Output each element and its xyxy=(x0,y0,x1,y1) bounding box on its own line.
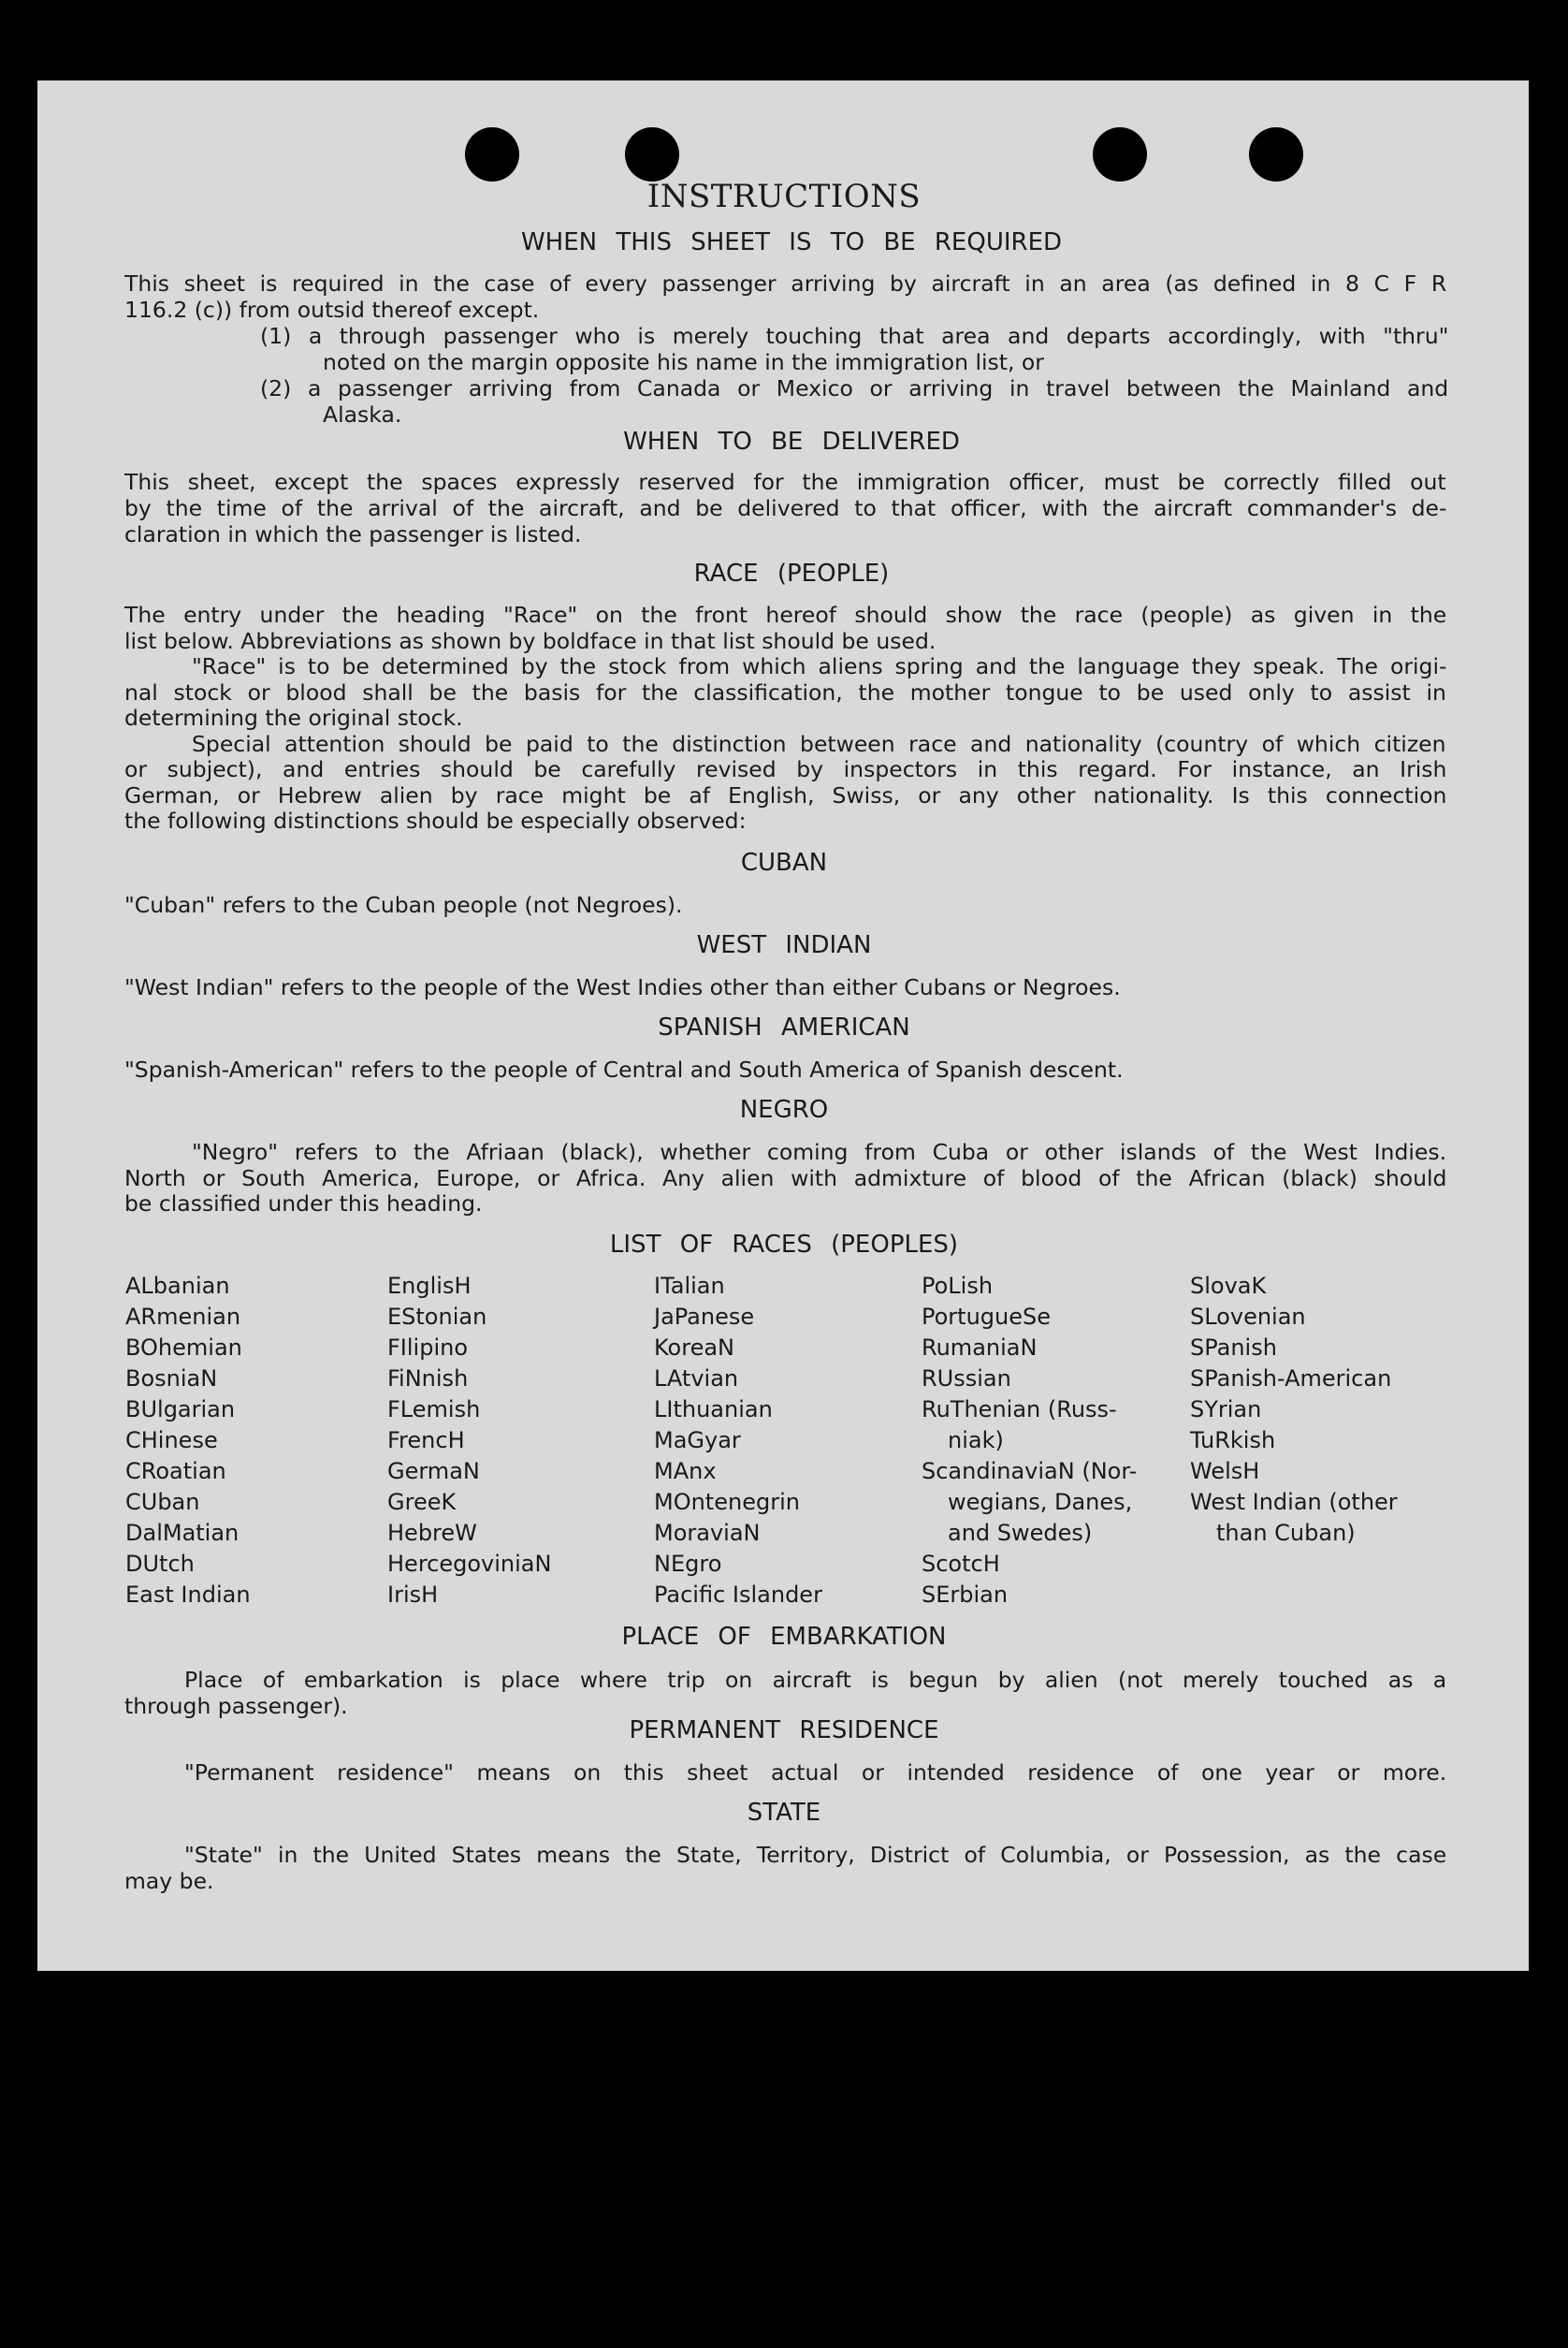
race-entry: East Indian xyxy=(125,1582,251,1608)
race-entry: SPanish xyxy=(1190,1334,1277,1361)
race-entry: PoLish xyxy=(922,1273,994,1299)
race-entry: SPanish-American xyxy=(1190,1365,1392,1392)
race-entry: MOntenegrin xyxy=(654,1489,800,1515)
race-entry: HercegoviniaN xyxy=(387,1551,552,1577)
race-entry: BOhemian xyxy=(125,1334,242,1361)
race-entry: DUtch xyxy=(125,1551,195,1577)
exception-2-cont: Alaska. xyxy=(323,401,402,428)
heading-race: RACE (PEOPLE) xyxy=(693,560,890,588)
paragraph-residence: "Permanent residence" means on this sheet actual or intended residence of one year or more. xyxy=(184,1759,1447,1786)
heading-required: WHEN THIS SHEET IS TO BE REQUIRED xyxy=(520,228,1063,256)
race-entry: EnglisH xyxy=(387,1273,472,1299)
race-entry: WelsH xyxy=(1190,1458,1260,1484)
race-entry: PortugueSe xyxy=(922,1304,1051,1330)
race-entry: KoreaN xyxy=(654,1334,734,1361)
punch-hole xyxy=(1093,127,1147,182)
race-entry: LIthuanian xyxy=(654,1396,773,1422)
heading-state: STATE xyxy=(747,1799,821,1827)
paragraph-delivered: This sheet, except the spaces expressly reserved for the immigration officer, must be correctly filled out xyxy=(124,469,1446,495)
race-entry: DalMatian xyxy=(125,1520,240,1546)
heading-negro: NEGRO xyxy=(739,1096,829,1124)
race-entry: FiNnish xyxy=(387,1365,469,1392)
paragraph-negro: "Negro" refers to the Afriaan (black), whether coming from Cuba or other islands of the West Indies. North or South America, Europe, or Africa. Any alien with admixture of blood of the African (black) should be classified under this heading. xyxy=(124,1139,1447,1217)
races-column-1 xyxy=(125,1271,251,1611)
race-entry: BUlgarian xyxy=(125,1396,236,1422)
exception-1-cont: noted on the margin opposite his name in the immigration list, or xyxy=(323,349,1044,375)
exception-2: (2) a passenger arriving from Canada or Mexico or arriving in travel between the Mainland and xyxy=(260,375,1449,401)
race-entry: and Swedes) xyxy=(948,1520,1093,1546)
paragraph-cuban: "Cuban" refers to the Cuban people (not Negroes). xyxy=(124,892,683,918)
race-entry: RumaniaN xyxy=(922,1334,1038,1361)
exception-1: (1) a through passenger who is merely touching that area and departs accordingly, with "thru" xyxy=(260,323,1449,349)
paragraph-spanish-american: "Spanish-American" refers to the people of Central and South America of Spanish descent. xyxy=(124,1057,1124,1083)
race-entry: SLovenian xyxy=(1190,1304,1306,1330)
paragraph-west-indian: "West Indian" refers to the people of the West Indies other than either Cubans or Negroes. xyxy=(124,974,1121,1000)
races-column-4 xyxy=(922,1271,1137,1611)
race-entry: RuThenian (Russ- xyxy=(922,1396,1117,1422)
race-entry: CUban xyxy=(125,1489,200,1515)
race-entry: GreeK xyxy=(387,1489,457,1515)
race-entry: TuRkish xyxy=(1190,1427,1276,1453)
race-entry: CHinese xyxy=(125,1427,218,1453)
punch-hole xyxy=(465,127,519,182)
race-entry: NEgro xyxy=(654,1551,722,1577)
race-entry: SErbian xyxy=(922,1582,1009,1608)
paragraph-required-2: 116.2 (c)) from outsid thereof except. xyxy=(124,297,540,323)
punch-hole xyxy=(1249,127,1303,182)
race-entry: SlovaK xyxy=(1190,1273,1267,1299)
race-entry: ALbanian xyxy=(125,1273,230,1299)
heading-west-indian: WEST INDIAN xyxy=(696,931,872,959)
page-title: INSTRUCTIONS xyxy=(646,178,922,215)
race-entry: HebreW xyxy=(387,1520,477,1546)
race-entry: FrencH xyxy=(387,1427,465,1453)
race-entry: West Indian (other xyxy=(1190,1489,1398,1515)
races-column-5 xyxy=(1190,1271,1398,1549)
race-entry: ITalian xyxy=(654,1273,725,1299)
race-entry: ScotcH xyxy=(922,1551,1000,1577)
races-column-3 xyxy=(654,1271,822,1611)
paragraph-embarkation: Place of embarkation is place where trip on aircraft is begun by alien (not merely touched as a through passenger). xyxy=(124,1667,1447,1719)
race-entry: CRoatian xyxy=(125,1458,226,1484)
race-entry: MAnx xyxy=(654,1458,717,1484)
heading-delivered: WHEN TO BE DELIVERED xyxy=(623,428,960,456)
paragraph-state: "State" in the United States means the State, Territory, District of Columbia, or Possession, as the case may be. xyxy=(124,1842,1447,1894)
race-entry: GermaN xyxy=(387,1458,480,1484)
race-entry: ARmenian xyxy=(125,1304,241,1330)
race-entry: IrisH xyxy=(387,1582,439,1608)
race-entry: LAtvian xyxy=(654,1365,739,1392)
paragraph-delivered: claration in which the passenger is listed. xyxy=(124,521,582,547)
race-entry: MaGyar xyxy=(654,1427,741,1453)
race-entry: ScandinaviaN (Nor- xyxy=(922,1458,1138,1484)
paragraph-race: The entry under the heading "Race" on the front hereof should show the race (people) as given in the list below. Abbreviations as shown by boldface in that list should be used. "Race" is to be determined by the stock from which aliens spring and the language they speak. The origi- nal stock or blood shall be the basis for the classification, the mother tongue to be used only to assist in determining the original stock. Special attention should be paid to the distinction between race and nationality (country of which citizen or subject), and entries should be carefully revised by inspectors in this regard. For instance, an Irish German, or Hebrew alien by race might be af English, Swiss, or any other nationality. Is this connection the following distinctions should be especially observed: xyxy=(124,602,1447,834)
race-entry: MoraviaN xyxy=(654,1520,761,1546)
race-entry: than Cuban) xyxy=(1216,1520,1356,1546)
heading-embarkation: PLACE OF EMBARKATION xyxy=(621,1623,947,1651)
race-entry: JaPanese xyxy=(654,1304,755,1330)
race-entry: RUssian xyxy=(922,1365,1011,1392)
races-column-2 xyxy=(387,1271,551,1611)
race-entry: SYrian xyxy=(1190,1396,1262,1422)
race-entry: FIlipino xyxy=(387,1334,469,1361)
race-entry: Pacific Islander xyxy=(654,1582,822,1608)
race-entry: EStonian xyxy=(387,1304,487,1330)
race-entry: BosniaN xyxy=(125,1365,218,1392)
race-entry: FLemish xyxy=(387,1396,481,1422)
paragraph-required-1: This sheet is required in the case of every passenger arriving by aircraft in an area (as defined in 8 C F R xyxy=(124,270,1447,297)
heading-list-of-races: LIST OF RACES (PEOPLES) xyxy=(609,1231,959,1259)
race-entry: niak) xyxy=(948,1427,1004,1453)
punch-hole xyxy=(625,127,679,182)
race-entry: wegians, Danes, xyxy=(948,1489,1133,1515)
heading-residence: PERMANENT RESIDENCE xyxy=(629,1716,939,1744)
heading-spanish-american: SPANISH AMERICAN xyxy=(658,1014,910,1042)
heading-cuban: CUBAN xyxy=(740,849,828,877)
paragraph-delivered: by the time of the arrival of the aircraft, and be delivered to that officer, with the aircraft commander's de- xyxy=(124,495,1447,521)
